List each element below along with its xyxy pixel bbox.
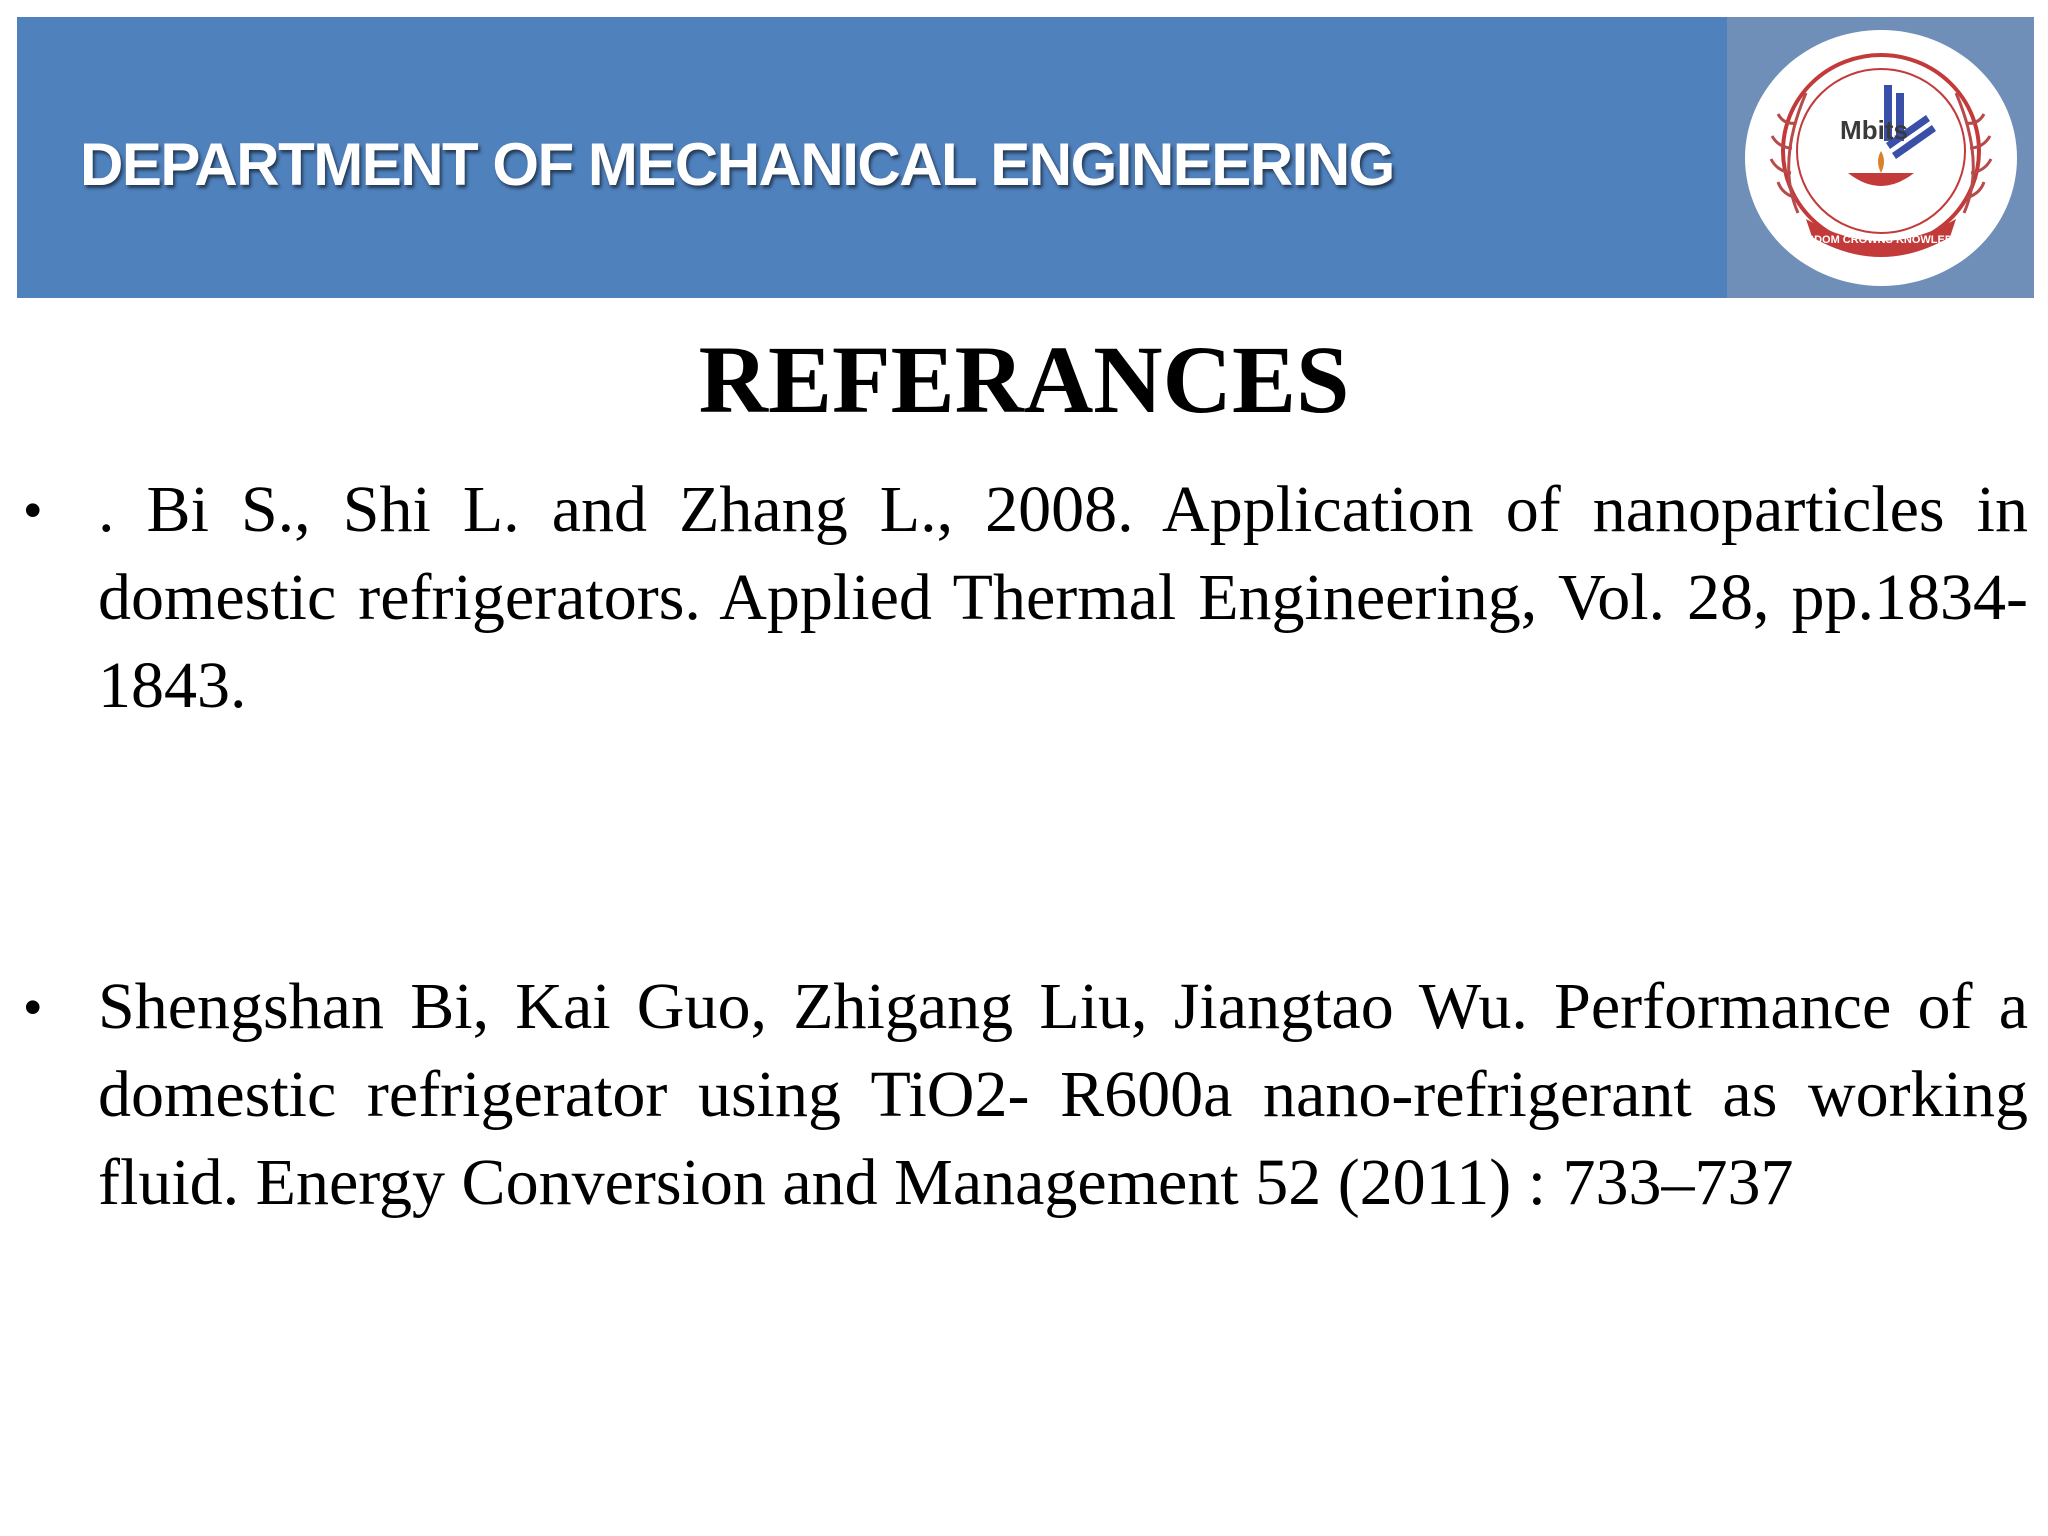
department-title: DEPARTMENT OF MECHANICAL ENGINEERING (80, 131, 1394, 198)
bullet-icon: • (24, 482, 42, 538)
logo-text: Mbits (1839, 114, 1908, 145)
reference-item (24, 466, 2028, 730)
reference-text: . Bi S., Shi L. and Zhang L., 2008. Application of nanoparticles in domestic refrigerators. Applied Thermal Engineering, Vol. 28, pp.1834-1843. (98, 473, 2028, 722)
bullet-icon: • (24, 979, 42, 1035)
slide-title: REFERANCES (698, 326, 1350, 433)
logo-motto: WISDOM CROWNS KNOWLEDGE (1792, 233, 1969, 246)
reference-item (24, 963, 2028, 1227)
reference-text: Shengshan Bi, Kai Guo, Zhigang Liu, Jiangtao Wu. Performance of a domestic refrigerator using TiO2- R600a nano-refrigerant as working fluid. Energy Conversion and Management 52 (2011) : 733–737 (98, 970, 2028, 1219)
